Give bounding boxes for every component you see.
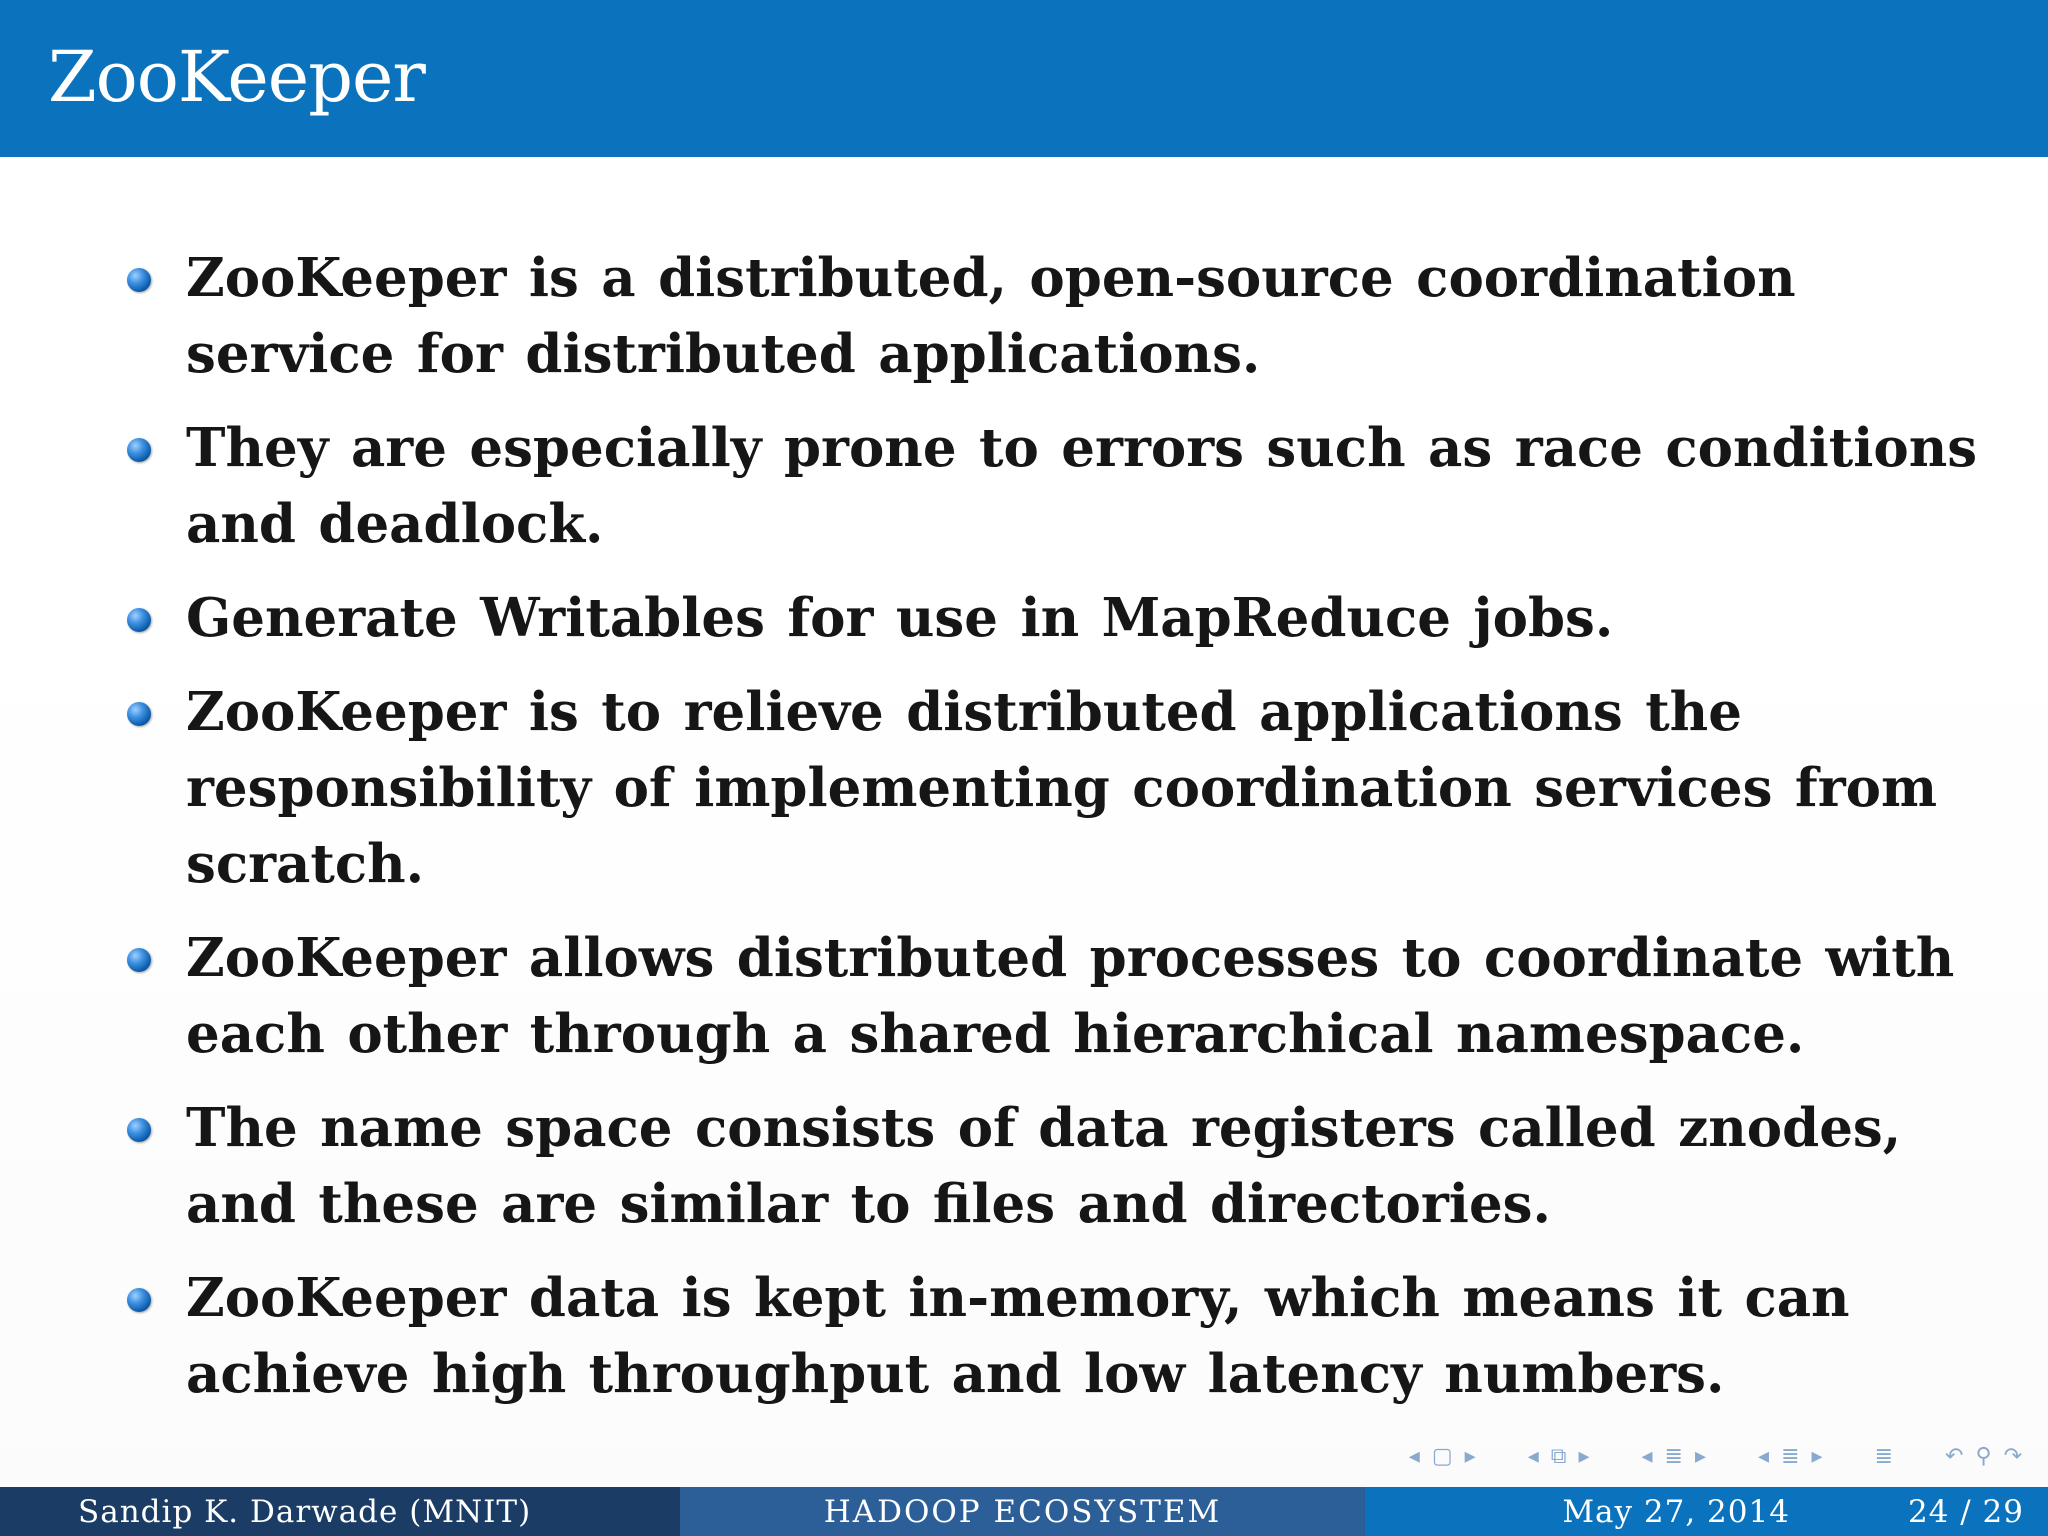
section-prev-icon[interactable]: ◂ [1641, 1443, 1653, 1469]
bullet-text: ZooKeeper data is kept in-memory, which means it can achieve high throughput and low latency numbers. [186, 1267, 1850, 1405]
presentation-nav [1752, 1444, 1829, 1469]
presentation-next-icon[interactable]: ▸ [1811, 1443, 1823, 1469]
bullet-item [124, 1260, 2004, 1412]
frame-nav [1403, 1444, 1482, 1469]
bullet-icon [127, 1288, 151, 1312]
bullet-list [124, 240, 2004, 1430]
bullet-item [124, 1090, 2004, 1242]
bullet-text: ZooKeeper allows distributed processes to coordinate with each other through a shared hierarchical namespace. [186, 927, 1955, 1065]
subsection-icon[interactable]: ⧉ [1550, 1443, 1567, 1469]
bullet-text: The name space consists of data registers called znodes, and these are similar to files and directories. [186, 1097, 1902, 1235]
bullet-item [124, 580, 2004, 656]
redo-icon[interactable]: ↷ [2003, 1443, 2022, 1469]
bullet-icon [127, 438, 151, 462]
footer [0, 1487, 2048, 1536]
page-number: 24 / 29 [1907, 1493, 2024, 1530]
frame-next-icon[interactable]: ▸ [1464, 1443, 1476, 1469]
bullet-text: They are especially prone to errors such as race conditions and deadlock. [186, 417, 1978, 555]
toc-nav [1869, 1444, 1899, 1469]
frame-prev-icon[interactable]: ◂ [1408, 1443, 1420, 1469]
date-text: May 27, 2014 [1562, 1493, 1790, 1530]
search-icon[interactable]: ⚲ [1975, 1443, 1992, 1469]
bullet-icon [127, 608, 151, 632]
bullet-item [124, 410, 2004, 562]
search-nav [1939, 1444, 2028, 1469]
bullet-icon [127, 268, 151, 292]
bullet-text: ZooKeeper is to relieve distributed applications the responsibility of implementing coordination services from scratch. [186, 681, 1938, 895]
subsection-nav [1522, 1444, 1596, 1469]
bullet-icon [127, 948, 151, 972]
section-next-icon[interactable]: ▸ [1694, 1443, 1707, 1469]
bullet-text: ZooKeeper is a distributed, open-source coordination service for distributed applications. [186, 247, 1796, 385]
section-nav [1636, 1444, 1713, 1469]
author-text: Sandip K. Darwade (MNIT) [78, 1493, 532, 1530]
frame-icon[interactable]: ▢ [1431, 1443, 1453, 1469]
bullet-icon [127, 1118, 151, 1142]
footer-topic [680, 1487, 1365, 1536]
topic-text: HADOOP ECOSYSTEM [823, 1493, 1222, 1530]
title-bar [0, 0, 2048, 157]
footer-date-page [1365, 1487, 2048, 1536]
bullet-item [124, 674, 2004, 902]
slide-title: ZooKeeper [48, 36, 425, 118]
bullet-item [124, 240, 2004, 392]
footer-author [0, 1487, 680, 1536]
subsection-next-icon[interactable]: ▸ [1578, 1443, 1590, 1469]
bullet-icon [127, 702, 151, 726]
bullet-item [124, 920, 2004, 1072]
bullet-text: Generate Writables for use in MapReduce jobs. [186, 587, 1614, 649]
subsection-prev-icon[interactable]: ◂ [1527, 1443, 1539, 1469]
beamer-navigation [1363, 1440, 2028, 1472]
presentation-prev-icon[interactable]: ◂ [1758, 1443, 1770, 1469]
toc-icon[interactable]: ≣ [1874, 1443, 1893, 1469]
section-icon[interactable]: ≣ [1664, 1443, 1683, 1469]
presentation-icon[interactable]: ≣ [1781, 1443, 1800, 1469]
undo-icon[interactable]: ↶ [1945, 1443, 1964, 1469]
